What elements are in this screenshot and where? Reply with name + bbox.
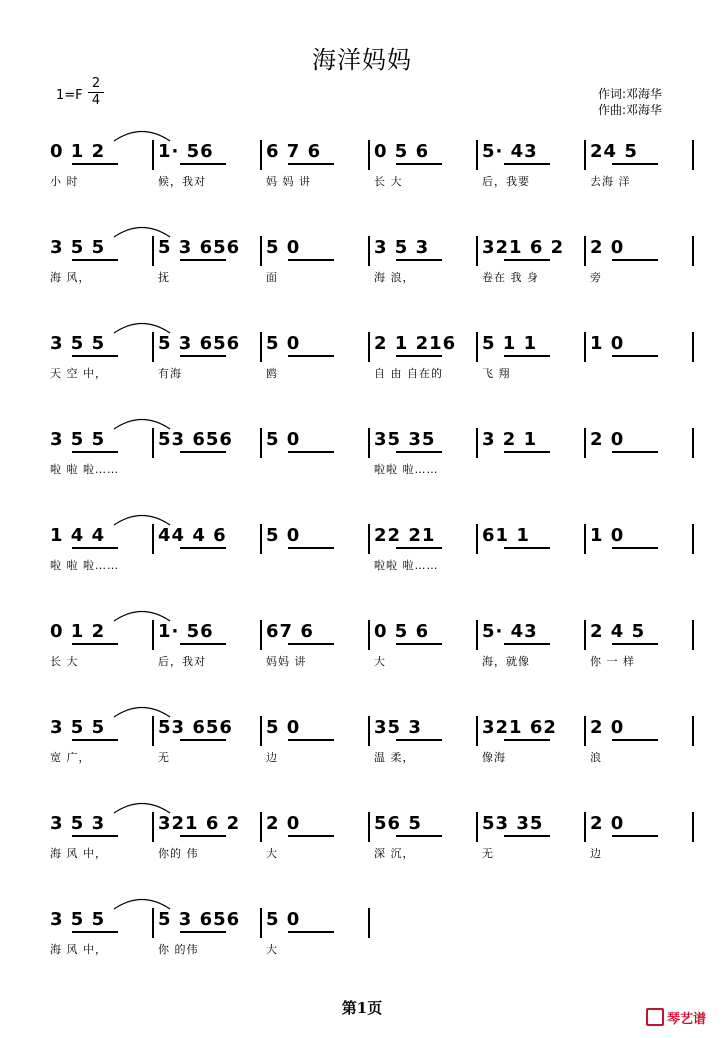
beam-line <box>72 835 118 837</box>
measure-lyrics: 你 一 样 <box>590 655 635 668</box>
beam-line <box>504 451 550 453</box>
barline <box>152 524 154 554</box>
beam-line <box>396 643 442 645</box>
beam-line <box>612 835 658 837</box>
beam-line <box>612 547 658 549</box>
barline <box>692 620 694 650</box>
measure-notes: 35 3 <box>374 717 422 738</box>
measure-notes: 1· 56 <box>158 621 214 642</box>
barline <box>260 716 262 746</box>
measure-lyrics: 像海 <box>482 751 506 764</box>
staff-row <box>0 812 724 872</box>
beam-line <box>72 355 118 357</box>
barline <box>368 620 370 650</box>
measure-lyrics: 有海 <box>158 367 182 380</box>
beam-line <box>288 163 334 165</box>
measure-lyrics: 浪 <box>590 751 602 764</box>
measure-lyrics: 你的 伟 <box>158 847 199 860</box>
barline <box>152 140 154 170</box>
measure-lyrics: 边 <box>590 847 602 860</box>
beam-line <box>72 163 118 165</box>
measure-lyrics: 小 时 <box>50 175 79 188</box>
measure-notes: 56 5 <box>374 813 422 834</box>
measure-notes: 53 656 <box>158 717 233 738</box>
measure-notes: 5 0 <box>266 525 301 546</box>
measure-notes: 0 5 6 <box>374 621 430 642</box>
measure-lyrics: 温 柔， <box>374 751 415 764</box>
measure-lyrics: 深 沉， <box>374 847 415 860</box>
barline <box>260 140 262 170</box>
barline <box>152 908 154 938</box>
measure-lyrics: 卷在 我 身 <box>482 271 539 284</box>
beam-line <box>612 163 658 165</box>
measure-notes: 5 0 <box>266 237 301 258</box>
measure-notes: 5 0 <box>266 333 301 354</box>
beam-line <box>288 451 334 453</box>
measure-notes: 3 5 5 <box>50 717 106 738</box>
time-signature-top: 2 <box>91 76 101 91</box>
barline <box>476 716 478 746</box>
logo-icon <box>646 1008 664 1026</box>
staff-row <box>0 428 724 488</box>
barline <box>476 140 478 170</box>
beam-line <box>180 355 226 357</box>
measure-notes: 61 1 <box>482 525 530 546</box>
beam-line <box>396 355 442 357</box>
measure-notes: 1 0 <box>590 525 625 546</box>
slur <box>112 896 172 910</box>
measure-notes: 35 35 <box>374 429 436 450</box>
measure-notes: 2 0 <box>590 237 625 258</box>
measure-notes: 5 3 656 <box>158 333 241 354</box>
measure-notes: 53 656 <box>158 429 233 450</box>
beam-line <box>288 259 334 261</box>
barline <box>692 812 694 842</box>
beam-line <box>72 739 118 741</box>
barline <box>260 620 262 650</box>
beam-line <box>504 643 550 645</box>
measure-lyrics: 长 大 <box>374 175 403 188</box>
beam-line <box>288 643 334 645</box>
beam-line <box>288 835 334 837</box>
barline <box>260 428 262 458</box>
measure-lyrics: 大 <box>374 655 386 668</box>
measure-lyrics: 长 大 <box>50 655 79 668</box>
key-signature: 1=F <box>56 88 83 103</box>
slur <box>112 320 172 334</box>
measure-notes: 5· 43 <box>482 621 538 642</box>
measure-notes: 3 2 1 <box>482 429 538 450</box>
beam-line <box>180 931 226 933</box>
measure-notes: 2 0 <box>590 813 625 834</box>
measure-notes: 5 3 656 <box>158 909 241 930</box>
measure-notes: 2 0 <box>266 813 301 834</box>
measure-lyrics: 后，我要 <box>482 175 530 188</box>
beam-line <box>396 451 442 453</box>
beam-line <box>396 163 442 165</box>
measure-notes: 1 4 4 <box>50 525 106 546</box>
beam-line <box>288 931 334 933</box>
measure-lyrics: 你 的伟 <box>158 943 199 956</box>
measure-lyrics: 啦 啦 啦…… <box>50 559 119 572</box>
measure-notes: 44 4 6 <box>158 525 227 546</box>
measure-lyrics: 妈 妈 讲 <box>266 175 311 188</box>
slur <box>112 416 172 430</box>
measure-lyrics: 大 <box>266 943 278 956</box>
measure-notes: 2 4 5 <box>590 621 646 642</box>
measure-lyrics: 旁 <box>590 271 602 284</box>
slur <box>112 800 172 814</box>
barline <box>476 524 478 554</box>
beam-line <box>504 259 550 261</box>
measure-notes: 3 5 5 <box>50 429 106 450</box>
logo-text: 琴艺谱 <box>667 1012 707 1027</box>
barline <box>368 332 370 362</box>
beam-line <box>72 643 118 645</box>
barline <box>584 140 586 170</box>
measure-lyrics: 海 浪， <box>374 271 415 284</box>
barline <box>260 812 262 842</box>
beam-line <box>180 643 226 645</box>
measure-lyrics: 飞 翔 <box>482 367 511 380</box>
measure-notes: 2 1 216 <box>374 333 457 354</box>
measure-lyrics: 天 空 中， <box>50 367 107 380</box>
measure-notes: 1 0 <box>590 333 625 354</box>
barline <box>692 716 694 746</box>
barline <box>368 524 370 554</box>
measure-notes: 3 5 3 <box>50 813 106 834</box>
measure-notes: 3 5 3 <box>374 237 430 258</box>
beam-line <box>504 835 550 837</box>
beam-line <box>612 739 658 741</box>
measure-notes: 321 62 <box>482 717 557 738</box>
beam-line <box>612 643 658 645</box>
barline <box>368 428 370 458</box>
barline <box>260 524 262 554</box>
barline <box>152 236 154 266</box>
measure-notes: 53 35 <box>482 813 544 834</box>
barline <box>476 812 478 842</box>
barline <box>692 332 694 362</box>
beam-line <box>180 739 226 741</box>
beam-line <box>504 739 550 741</box>
measure-notes: 2 0 <box>590 717 625 738</box>
barline <box>152 812 154 842</box>
barline <box>368 716 370 746</box>
staff-row <box>0 716 724 776</box>
measure-lyrics: 候，我对 <box>158 175 206 188</box>
barline <box>584 332 586 362</box>
measure-notes: 321 6 2 <box>158 813 241 834</box>
time-signature-bottom: 4 <box>88 92 104 109</box>
measure-notes: 5 3 656 <box>158 237 241 258</box>
beam-line <box>288 547 334 549</box>
beam-line <box>288 355 334 357</box>
barline <box>584 236 586 266</box>
measure-notes: 3 5 5 <box>50 237 106 258</box>
measure-notes: 0 5 6 <box>374 141 430 162</box>
beam-line <box>180 259 226 261</box>
barline <box>584 716 586 746</box>
measure-notes: 321 6 2 <box>482 237 565 258</box>
measure-notes: 1· 56 <box>158 141 214 162</box>
beam-line <box>396 259 442 261</box>
measure-lyrics: 啦啦 啦…… <box>374 559 439 572</box>
beam-line <box>504 163 550 165</box>
barline <box>692 140 694 170</box>
barline <box>368 908 370 938</box>
beam-line <box>180 163 226 165</box>
measure-notes: 5 0 <box>266 909 301 930</box>
song-title: 海洋妈妈 <box>312 46 412 74</box>
staff-row <box>0 524 724 584</box>
barline <box>152 332 154 362</box>
staff-row <box>0 140 724 200</box>
beam-line <box>288 739 334 741</box>
measure-lyrics: 宽 广， <box>50 751 91 764</box>
measure-notes: 24 5 <box>590 141 638 162</box>
slur <box>112 224 172 238</box>
beam-line <box>504 355 550 357</box>
barline <box>260 332 262 362</box>
site-logo <box>646 1008 706 1027</box>
barline <box>692 428 694 458</box>
staff-row <box>0 332 724 392</box>
measure-lyrics: 啦 啦 啦…… <box>50 463 119 476</box>
measure-notes: 5 0 <box>266 429 301 450</box>
measure-lyrics: 边 <box>266 751 278 764</box>
measure-lyrics: 无 <box>158 751 170 764</box>
time-signature <box>88 76 104 109</box>
barline <box>368 812 370 842</box>
measure-lyrics: 自 由 自在的 <box>374 367 443 380</box>
barline <box>368 140 370 170</box>
beam-line <box>612 355 658 357</box>
barline <box>476 428 478 458</box>
barline <box>584 524 586 554</box>
barline <box>476 332 478 362</box>
measure-lyrics: 面 <box>266 271 278 284</box>
staff-row <box>0 620 724 680</box>
slur <box>112 512 172 526</box>
beam-line <box>72 931 118 933</box>
beam-line <box>180 451 226 453</box>
composer: 作曲:邓海华 <box>598 103 663 117</box>
measure-lyrics: 去海 洋 <box>590 175 631 188</box>
staff-row <box>0 236 724 296</box>
measure-lyrics: 海 风， <box>50 271 91 284</box>
measure-notes: 22 21 <box>374 525 436 546</box>
beam-line <box>72 259 118 261</box>
beam-line <box>72 451 118 453</box>
measure-lyrics: 海 风 中， <box>50 943 107 956</box>
barline <box>152 428 154 458</box>
barline <box>260 236 262 266</box>
measure-lyrics: 啦啦 啦…… <box>374 463 439 476</box>
beam-line <box>396 835 442 837</box>
barline <box>476 236 478 266</box>
measure-notes: 0 1 2 <box>50 141 106 162</box>
staff-row <box>0 908 724 968</box>
measure-lyrics: 海，就像 <box>482 655 530 668</box>
measure-notes: 2 0 <box>590 429 625 450</box>
slur <box>112 608 172 622</box>
lyricist: 作词:邓海华 <box>598 87 663 101</box>
beam-line <box>180 547 226 549</box>
measure-lyrics: 鸥 <box>266 367 278 380</box>
barline <box>584 620 586 650</box>
measure-notes: 6 7 6 <box>266 141 322 162</box>
beam-line <box>72 547 118 549</box>
beam-line <box>396 739 442 741</box>
beam-line <box>612 259 658 261</box>
measure-lyrics: 无 <box>482 847 494 860</box>
barline <box>368 236 370 266</box>
beam-line <box>612 451 658 453</box>
measure-notes: 3 5 5 <box>50 909 106 930</box>
beam-line <box>396 547 442 549</box>
measure-notes: 5· 43 <box>482 141 538 162</box>
barline <box>152 716 154 746</box>
barline <box>584 428 586 458</box>
barline <box>260 908 262 938</box>
slur <box>112 704 172 718</box>
credits <box>598 86 662 118</box>
measure-lyrics: 抚 <box>158 271 170 284</box>
barline <box>584 812 586 842</box>
measure-notes: 0 1 2 <box>50 621 106 642</box>
measure-lyrics: 大 <box>266 847 278 860</box>
measure-notes: 67 6 <box>266 621 314 642</box>
measure-notes: 5 0 <box>266 717 301 738</box>
page-number: 第1页 <box>341 999 383 1017</box>
measure-lyrics: 海 风 中， <box>50 847 107 860</box>
barline <box>152 620 154 650</box>
barline <box>476 620 478 650</box>
barline <box>692 236 694 266</box>
beam-line <box>180 835 226 837</box>
beam-line <box>504 547 550 549</box>
barline <box>692 524 694 554</box>
measure-lyrics: 后，我对 <box>158 655 206 668</box>
measure-lyrics: 妈妈 讲 <box>266 655 307 668</box>
measure-notes: 5 1 1 <box>482 333 538 354</box>
slur <box>112 128 172 142</box>
measure-notes: 3 5 5 <box>50 333 106 354</box>
